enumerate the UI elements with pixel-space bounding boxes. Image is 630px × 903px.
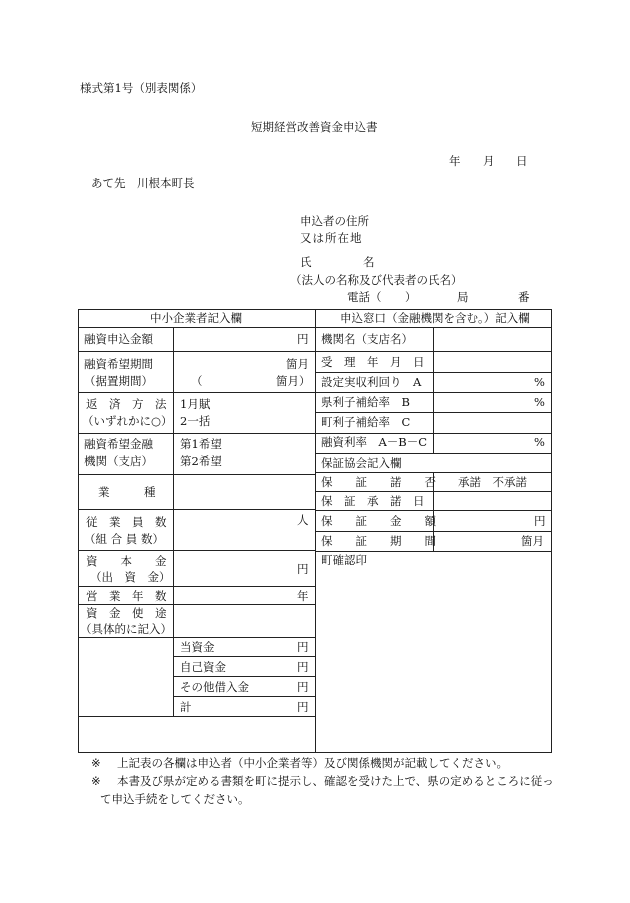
business-years-label: 営 業 年 数	[86, 589, 167, 603]
town-seal-label: 町確認印	[321, 553, 367, 567]
applicant-name-label-2: 名	[363, 255, 375, 269]
rate-label: 設定実収利回り A	[321, 375, 422, 389]
repayment-method-note: （いずれかに○）	[82, 414, 173, 428]
loan-period-unit: 箇月	[286, 357, 309, 371]
employees-unit: 人	[297, 513, 309, 527]
phone-kyoku: 局	[457, 290, 469, 304]
fund-usage-label: 資 金 使 途	[86, 606, 167, 620]
preferred-bank-label-2: 機関（支店）	[84, 454, 153, 468]
guarantee-date-label: 保 証 承 諾 日	[321, 494, 425, 508]
funding-row-label: その他借入金	[180, 680, 249, 694]
repayment-method-label: 返 済 方 法	[86, 397, 167, 411]
applicant-name-label: 氏	[300, 255, 312, 269]
grace-period-open: （	[191, 374, 203, 388]
loan-period-label: 融資希望期間	[84, 357, 153, 371]
pref-subsidy-unit: %	[534, 395, 545, 409]
funding-row-unit: 円	[297, 680, 309, 694]
corporate-name-note: （法人の名称及び代表者の氏名）	[290, 273, 463, 287]
phone-label: 電話（	[347, 290, 382, 304]
guarantee-period-label: 保 証 期 間	[321, 534, 436, 548]
preferred-bank-label: 融資希望金融	[84, 437, 153, 451]
town-subsidy-label: 町利子補給率 C	[321, 415, 411, 429]
guarantee-section-header: 保証協会記入欄	[321, 456, 402, 470]
pref-subsidy-label: 県利子補給率 B	[321, 395, 410, 409]
phone-ban: 番	[518, 290, 530, 304]
industry-label: 業 種	[98, 485, 156, 499]
form-number: 様式第1号（別表関係）	[80, 81, 203, 95]
applicant-address-label-2: 又は所在地	[300, 231, 363, 245]
funding-row-unit: 円	[297, 700, 309, 714]
funding-row-label: 当資金	[180, 640, 215, 654]
funding-row-label: 自己資金	[180, 660, 226, 674]
funding-row-unit: 円	[297, 660, 309, 674]
guarantee-amount-unit: 円	[534, 514, 546, 528]
repayment-option-monthly[interactable]: 1月賦	[180, 397, 211, 411]
receipt-date-label: 受 理 年 月 日	[321, 355, 425, 369]
guarantee-period-unit: 箇月	[521, 534, 544, 548]
grace-period-label: （据置期間）	[84, 374, 153, 388]
grace-period-unit: 箇月）	[276, 374, 311, 388]
applicant-address-label: 申込者の住所	[300, 214, 369, 228]
bank-name-label: 機関名（支店名）	[321, 332, 413, 346]
page-title: 短期経営改善資金申込書	[251, 120, 378, 134]
bank-choice-2: 第2希望	[180, 454, 222, 468]
capital-label: 資 本 金	[86, 554, 167, 568]
guarantee-status-options[interactable]: 承諾 不承諾	[458, 475, 527, 489]
date-month[interactable]: 月	[483, 154, 495, 168]
note-2-text-continued: て申込手続をしてください。	[100, 792, 250, 806]
capital-unit: 円	[297, 562, 309, 576]
repayment-option-lump-sum[interactable]: 2一括	[180, 414, 211, 428]
employees-label-2: （組 合 員 数）	[84, 532, 164, 546]
left-section-header: 中小企業者記入欄	[150, 311, 242, 325]
loan-amount-unit: 円	[297, 332, 309, 346]
funding-row-unit: 円	[297, 640, 309, 654]
date-year[interactable]: 年	[449, 154, 461, 168]
loan-rate-label: 融資利率 A－B－C	[321, 435, 428, 449]
note-1-text: 上記表の各欄は申込者（中小企業者等）及び関係機関が記載してください。	[117, 756, 508, 770]
business-years-unit: 年	[297, 589, 309, 603]
right-section-header: 申込窓口（金融機関を含む。）記入欄	[340, 311, 530, 325]
bank-choice-1: 第1希望	[180, 437, 222, 451]
note-2-mark: ※	[91, 774, 101, 788]
guarantee-status-label: 保 証 諾 否	[321, 475, 436, 489]
funding-row-label: 計	[180, 700, 192, 714]
note-2-text: 本書及び県が定める書類を町に提示し、確認を受けた上で、県の定めるところに従っ	[117, 774, 554, 788]
loan-rate-unit: %	[534, 435, 545, 449]
fund-usage-label-2: （具体的に記入）	[80, 622, 172, 636]
note-1-mark: ※	[91, 756, 101, 770]
date-day[interactable]: 日	[516, 154, 528, 168]
loan-amount-label: 融資申込金額	[84, 332, 153, 346]
addressee: あて先 川根本町長	[91, 176, 195, 190]
phone-paren-close: ）	[405, 290, 417, 304]
employees-label: 従 業 員 数	[86, 515, 167, 529]
guarantee-amount-label: 保 証 金 額	[321, 514, 436, 528]
rate-unit: %	[534, 375, 545, 389]
capital-label-2: （出 資 金）	[90, 570, 171, 584]
